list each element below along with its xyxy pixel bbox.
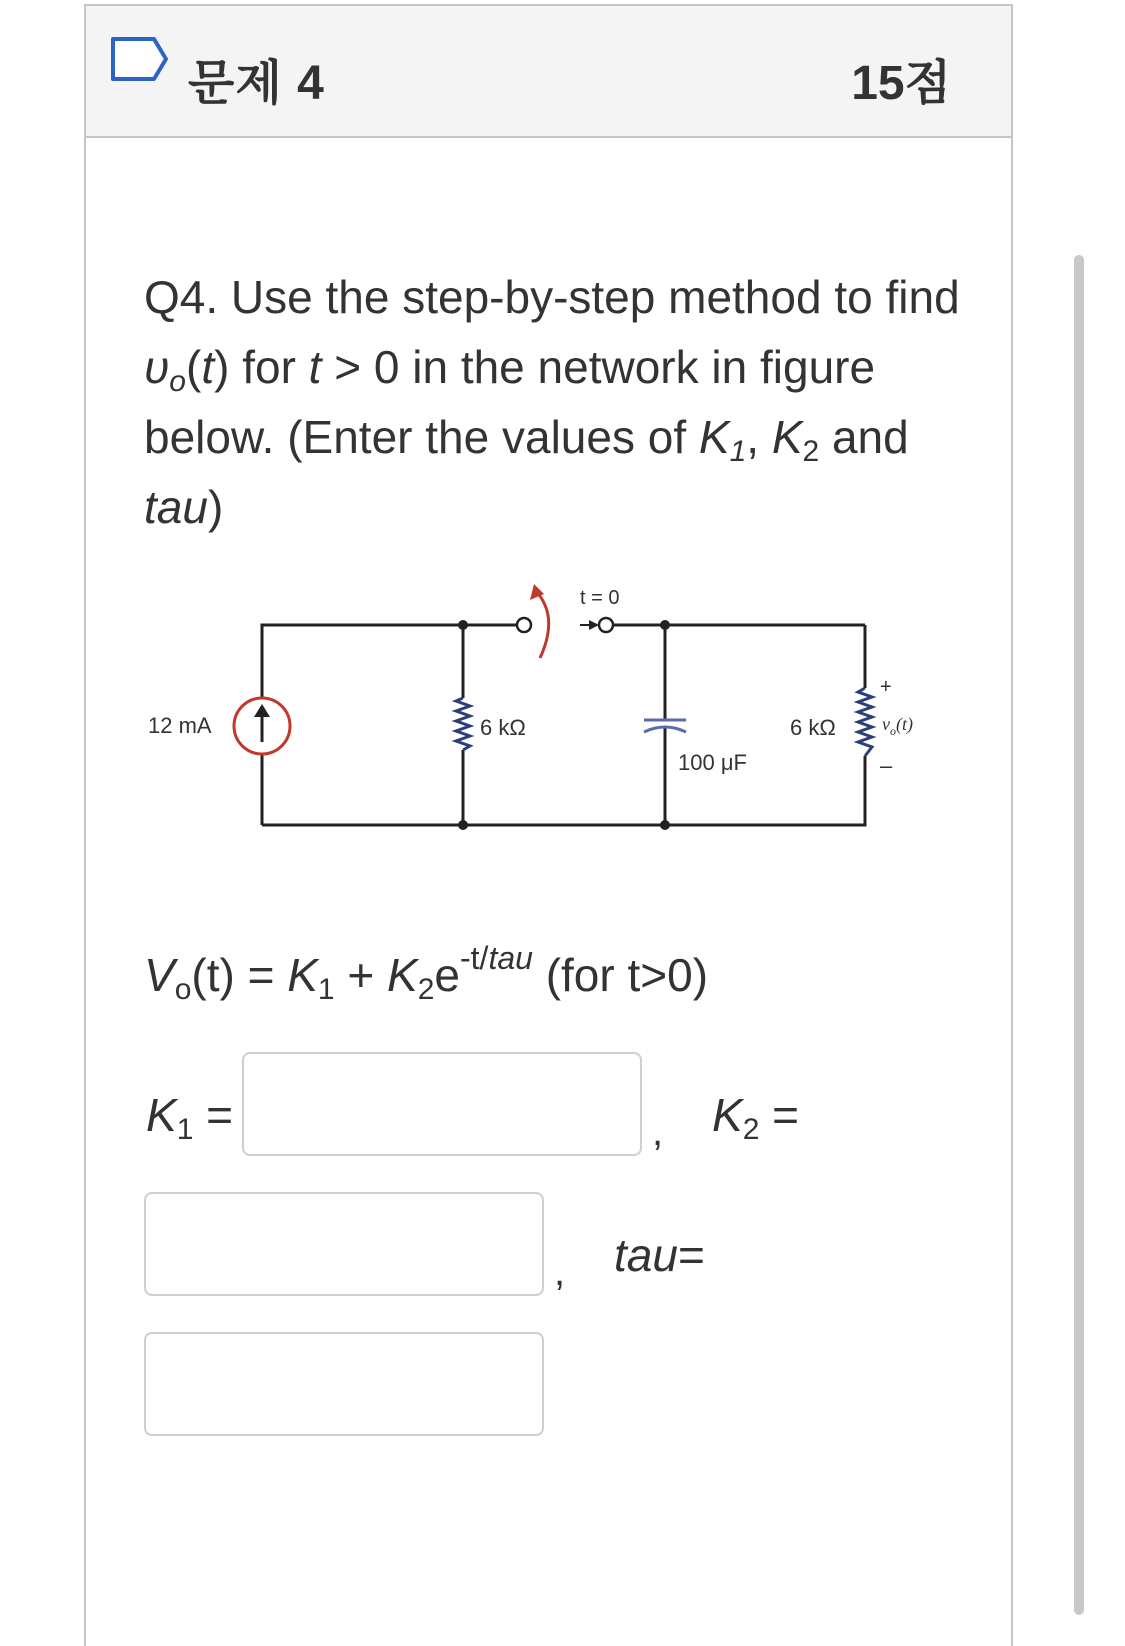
equation: $V_o(t) = K_1 + K_2e^{-t/tau}$ (for t>0) [144,940,709,1006]
vo-minus: – [880,753,893,778]
resistor-1 [456,698,470,750]
tau-input[interactable] [144,1332,544,1436]
tau-label: tau= [614,1229,705,1281]
question-number: 문제 4 [188,57,325,110]
k1-comma: , [652,1110,664,1154]
k1-label: $K_1$ = [146,1089,234,1146]
k1-input[interactable] [242,1052,642,1156]
resistor-2 [858,688,872,756]
question-header [86,6,1011,138]
current-source [234,698,290,754]
k2-comma: , [554,1250,566,1294]
flag-icon[interactable] [110,36,170,82]
k2-label: $K_2$ = [712,1089,800,1146]
circuit-diagram [140,570,960,850]
capacitor-label: 100 μF [678,750,747,775]
resistor-1-label: 6 kΩ [480,715,526,740]
resistor-2-label: 6 kΩ [790,715,836,740]
k2-input[interactable] [144,1192,544,1296]
switch-label: t = 0 [580,587,620,609]
question-prompt: Q4. Use the step-by-step method to find $\upsilon_o(t)$ for t > 0 in the network in figure below. (Enter the values of $K_1$, $K_2$ and tau) [144,271,960,533]
question-points: 15점 [851,57,951,110]
source-label: 12 mA [148,713,212,738]
vo-label: $v_o(t)$ [882,714,913,738]
scrollbar[interactable] [1074,255,1084,1615]
vo-plus: + [880,676,892,698]
